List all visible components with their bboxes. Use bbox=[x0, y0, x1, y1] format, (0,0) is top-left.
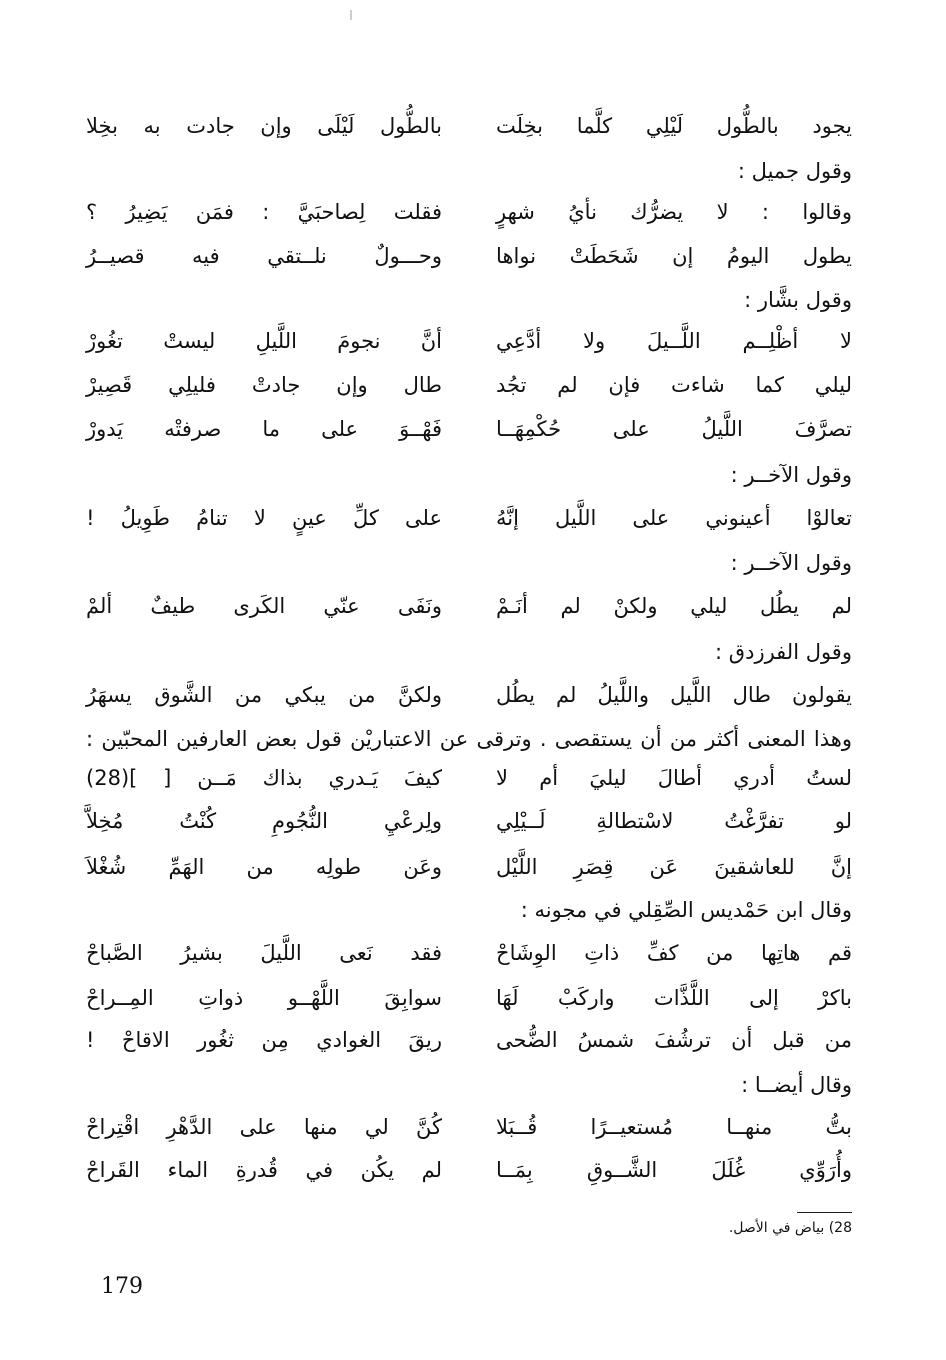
verse-line bbox=[86, 983, 852, 1013]
verse-first-hemistich: يجود بالطُّول لَيْلِي كلَّما بخِلَت bbox=[496, 114, 852, 138]
verse-intro: وقول الآخــر : bbox=[730, 463, 852, 487]
verse-line bbox=[86, 591, 852, 621]
verse-second-hemistich: ونَفَى عنّي الكَرى طيفٌ ألمْ bbox=[86, 594, 442, 618]
verse-line bbox=[86, 414, 852, 444]
verse-line bbox=[86, 806, 852, 836]
verse-intro: وقول جميل : bbox=[737, 159, 852, 183]
verse-second-hemistich: وحـــولٌ نلــتقي فيه قصيــرُ bbox=[86, 244, 442, 268]
verse-line bbox=[86, 680, 852, 710]
verse-second-hemistich: كُنَّ لي منها على الدَّهْرِ اقْتِراحْ bbox=[86, 1115, 442, 1139]
verse-first-hemistich: لو تفرَّغْتُ لاسْتطالةِ لَــيْلِي bbox=[496, 809, 852, 833]
verse-second-hemistich: طال وإن جادتْ فليلِي قَصِيرْ bbox=[86, 373, 442, 397]
verse-first-hemistich: لستُ أدري أطالَ ليليَ أم لا bbox=[496, 766, 852, 790]
verse-second-hemistich: وعَن طولِه من الهَمِّ شُغْلاَ bbox=[86, 855, 442, 879]
verse-second-hemistich: على كلِّ عينٍ لا تنامُ طَوِيلُ ! bbox=[86, 506, 442, 530]
verse-line bbox=[86, 111, 852, 141]
verse-first-hemistich: يطول اليومُ إن شَحَطَتْ نواها bbox=[496, 244, 852, 268]
verse-first-hemistich: إنَّ للعاشقينَ عَن قِصَرِ اللَّيْل bbox=[496, 855, 852, 879]
verse-second-hemistich: بالطُّول لَيْلَى وإن جادت به بخِلا bbox=[86, 114, 442, 138]
verse-second-hemistich: أنَّ نجومَ اللَّيلِ ليستْ تغُورْ bbox=[86, 329, 442, 353]
verse-first-hemistich: يقولون طال اللَّيل واللَّيلُ لم يطُل bbox=[496, 683, 852, 707]
verse-line bbox=[86, 1155, 852, 1185]
verse-intro: وقال ابن حَمْديس الصِّقِلي في مجونه : bbox=[520, 898, 852, 922]
verse-line bbox=[86, 938, 852, 968]
verse-second-hemistich: ولكنَّ من يبكي من الشَّوق يسهَرُ bbox=[86, 683, 442, 707]
prose-line: وهذا المعنى أكثر من أن يستقصى . وترقى عن الاعتباريْن قول بعض العارفين المحبّين : bbox=[86, 727, 852, 751]
verse-first-hemistich: لا أظْلِــم اللَّــيلَ ولا أدَّعِي bbox=[496, 329, 852, 353]
verse-first-hemistich: لم يطُل ليلي ولكنْ لم أنَـمْ bbox=[496, 594, 852, 618]
verse-line bbox=[86, 1112, 852, 1142]
verse-line bbox=[86, 241, 852, 271]
verse-second-hemistich: ولِرعْيِ النُّجُومِ كُنْتُ مُخِلاَّ bbox=[86, 809, 442, 833]
verse-second-hemistich: كيفَ يَـدري بذاك مَــن [ ](28) bbox=[86, 766, 442, 790]
verse-first-hemistich: تصرَّفَ اللَّيلُ على حُكْمِهَــا bbox=[496, 417, 852, 441]
verse-line bbox=[86, 370, 852, 400]
verse-intro: وقول الفرزدق : bbox=[715, 640, 852, 664]
verse-second-hemistich: فَهْــوَ على ما صرفتْه يَدورْ bbox=[86, 417, 442, 441]
verse-first-hemistich: وأُرَوِّي غُلَلَ الشَّــوقِ بِمَــا bbox=[496, 1158, 852, 1182]
verse-first-hemistich: بتُّ منهــا مُستعيــرًا قُــبَلا bbox=[496, 1115, 852, 1139]
verse-first-hemistich: تعالوْا أعينوني على اللَّيل إنَّهُ bbox=[496, 506, 852, 530]
verse-intro: وقال أيضــا : bbox=[741, 1073, 852, 1097]
verse-second-hemistich: ريقَ الغوادي مِن ثغُور الاقاحْ ! bbox=[86, 1028, 442, 1052]
verse-line bbox=[86, 503, 852, 533]
verse-second-hemistich: سوابِقَ اللَّهْــو ذواتِ المِــراحْ bbox=[86, 986, 442, 1010]
page-number: 179 bbox=[101, 1274, 143, 1299]
scan-mark bbox=[350, 10, 352, 20]
verse-first-hemistich: من قبل أن ترشُفَ شمسُ الضُّحى bbox=[496, 1028, 852, 1052]
footnote-rule bbox=[797, 1212, 852, 1213]
verse-line bbox=[86, 326, 852, 356]
verse-intro: وقول الآخــر : bbox=[730, 551, 852, 575]
verse-first-hemistich: باكرْ إلى اللَّذَّات واركَبْ لَهَا bbox=[496, 986, 852, 1010]
verse-line bbox=[86, 1025, 852, 1055]
verse-first-hemistich: وقالوا : لا يضرُّك نأيُ شهرٍ bbox=[496, 200, 852, 224]
verse-line bbox=[86, 763, 852, 793]
verse-intro: وقول بشَّار : bbox=[744, 288, 852, 312]
verse-line bbox=[86, 852, 852, 882]
verse-second-hemistich: فقد نَعى اللَّيلَ بشيرُ الصَّباحْ bbox=[86, 941, 442, 965]
verse-second-hemistich: لم يكُن في قُدرةِ الماء القَراحْ bbox=[86, 1158, 442, 1182]
footnote: 28) بياض في الأصل. bbox=[728, 1220, 852, 1236]
verse-first-hemistich: ليلي كما شاءت فإن لم تجُد bbox=[496, 373, 852, 397]
verse-first-hemistich: قم هاتِها من كفِّ ذاتِ الوِشَاحْ bbox=[496, 941, 852, 965]
verse-second-hemistich: فقلت لِصاحبَيَّ : فمَن يَضِيرُ ؟ bbox=[86, 200, 442, 224]
verse-line bbox=[86, 197, 852, 227]
